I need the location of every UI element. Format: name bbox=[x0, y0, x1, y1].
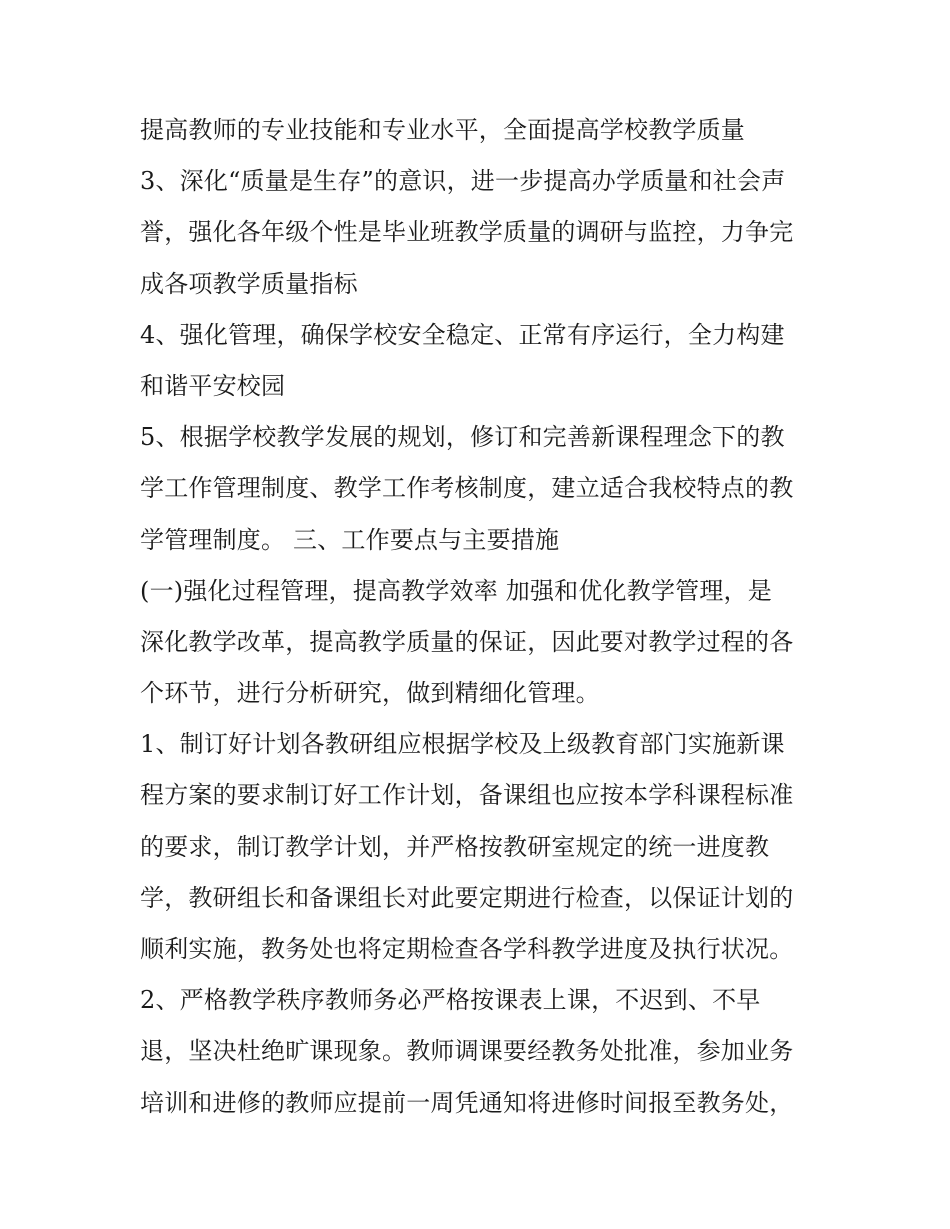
text-line: 程方案的要求制订好工作计划，备课组也应按本学科课程标准 bbox=[140, 781, 794, 810]
text-line: 和谐平安校园 bbox=[140, 371, 286, 400]
text-line: 退，坚决杜绝旷课现象。教师调课要经教务处批准，参加业务 bbox=[140, 1037, 794, 1066]
text-line: (一)强化过程管理，提高教学效率 加强和优化教学管理，是 bbox=[140, 576, 772, 605]
text-line: 学工作管理制度、教学工作考核制度，建立适合我校特点的教 bbox=[140, 474, 794, 503]
text-line: 个环节，进行分析研究，做到精细化管理。 bbox=[140, 679, 600, 708]
text-line: 5、根据学校教学发展的规划，修订和完善新课程理念下的教 bbox=[140, 423, 785, 452]
text-line: 成各项教学质量指标 bbox=[140, 269, 358, 298]
text-line: 的要求，制订教学计划，并严格按教研室规定的统一进度教 bbox=[140, 832, 770, 861]
text-line: 学，教研组长和备课组长对此要定期进行检查，以保证计划的 bbox=[140, 883, 794, 912]
text-line: 4、强化管理，确保学校安全稳定、正常有序运行，全力构建 bbox=[140, 320, 785, 349]
text-line: 提高教师的专业技能和专业水平，全面提高学校教学质量 bbox=[140, 116, 745, 144]
text-line: 顺利实施，教务处也将定期检查各学科教学进度及执行状况。 bbox=[140, 935, 794, 963]
text-line: 学管理制度。 三、工作要点与主要措施 bbox=[140, 525, 560, 554]
text-line: 3、深化“质量是生存”的意识，进一步提高办学质量和社会声 bbox=[140, 167, 786, 196]
text-line: 培训和进修的教师应提前一周凭通知将进修时间报至教务处， bbox=[140, 1088, 794, 1117]
text-line: 1、制订好计划各教研组应根据学校及上级教育部门实施新课 bbox=[140, 730, 785, 759]
text-line: 2、严格教学秩序教师务必严格按课表上课，不迟到、不早 bbox=[140, 986, 761, 1015]
text-line: 誉，强化各年级个性是毕业班教学质量的调研与监控，力争完 bbox=[140, 218, 794, 247]
document-body bbox=[140, 105, 830, 1129]
text-line: 深化教学改革，提高教学质量的保证，因此要对教学过程的各 bbox=[140, 627, 794, 656]
